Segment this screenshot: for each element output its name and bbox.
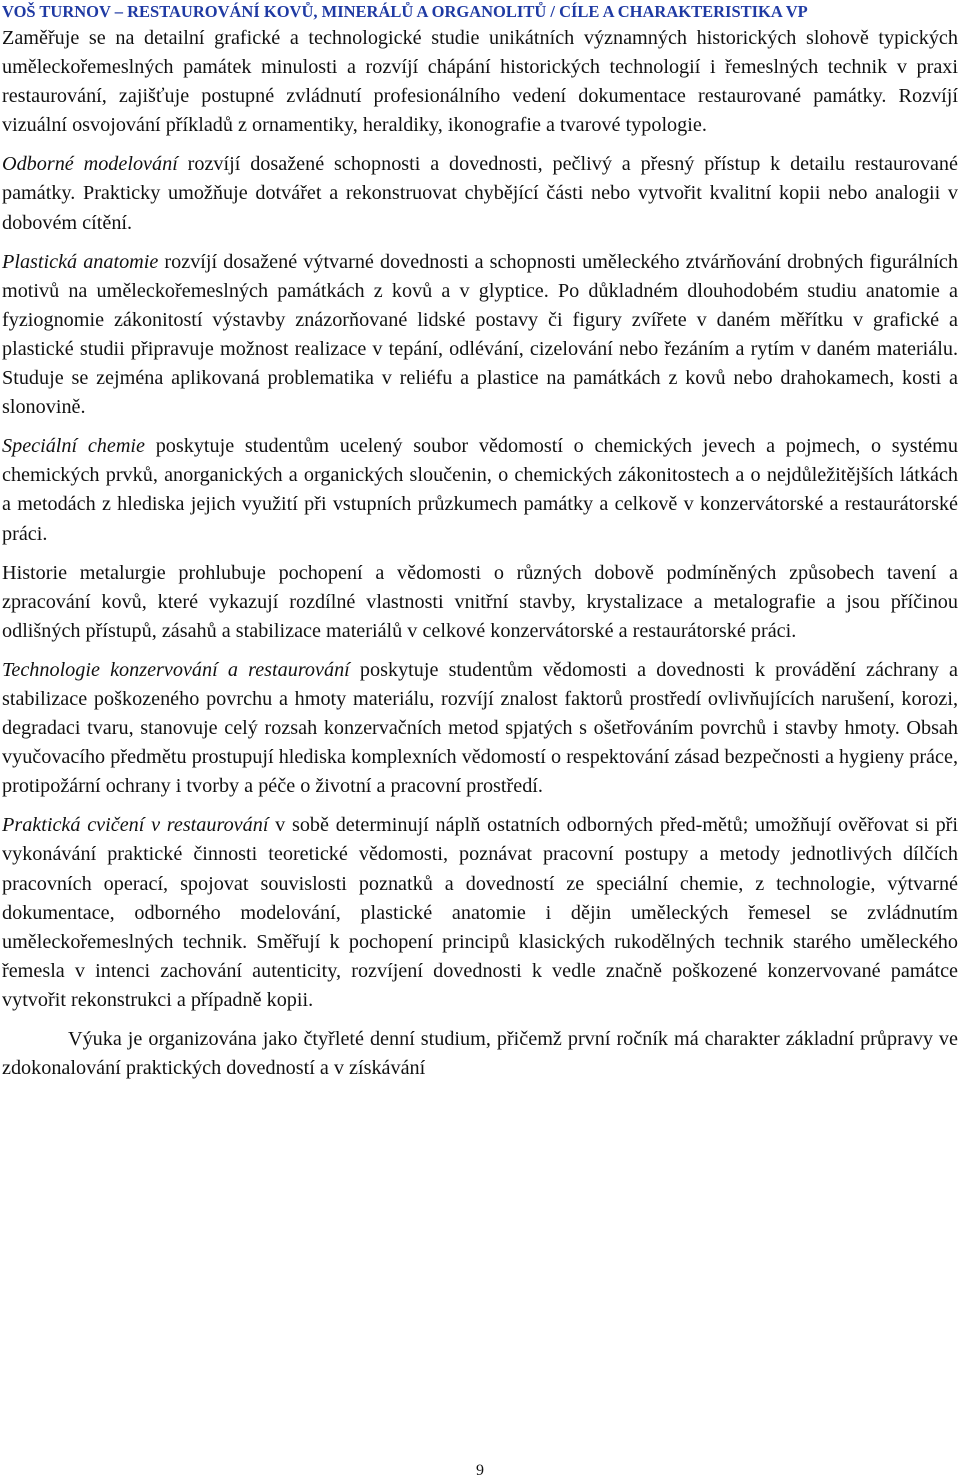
paragraph-odborne-modelovani	[2, 150, 958, 237]
paragraph-prakticka-cviceni	[2, 811, 958, 1015]
subject-name: Odborné modelování	[2, 153, 178, 176]
paragraph-text: poskytuje studentům ucelený soubor vědomostí o chemických jevech a pojmech, o systému chemických prvků, anorganických a organických sloučenin, o chemických zákonitostech a o nejdůležitějších látkách a metodách z hlediska jejich využití při vstupních průzkumech památky a celkově v konzervátorské a restaurátorské práci.	[2, 435, 958, 545]
subject-name: Praktická cvičení v restaurování	[2, 814, 269, 837]
paragraph-text: Výuka je organizována jako čtyřleté denní studium, přičemž první ročník má charakter základní průpravy ve zdokonalování praktických dovedností a v získávání	[2, 1028, 958, 1080]
paragraph-text: rozvíjí dosažené výtvarné dovednosti a schopnosti uměleckého ztvárňování drobných figurálních motivů na uměleckořemeslných památkách z kovů a v glyptice. Po důkladném dlouhodobém studiu anatomie a fyziognomie zákonitostí výstavby znázorňované lidské postavy či figury zvířete v daném měřítku v grafické a plastické studii připravuje možnost realizace v tepání, odlévání, cizelování nebo řezáním a rytím v daném materiálu. Studuje se zejména aplikovaná problematika v reliéfu a plastice na památkách z kovů nebo drahokamech, kosti a slonovině.	[2, 250, 958, 419]
paragraph-text: rozvíjí dosažené schopnosti a dovednosti, pečlivý a přesný přístup k detailu restaurované památky. Prakticky umožňuje dotvářet a rekonstruovat chybějící části nebo vytvořit kvalitní kopii nebo analogii v dobovém cítění.	[2, 153, 958, 234]
paragraph-historie-metalurgie	[2, 559, 958, 646]
subject-name: Technologie konzervování a restaurování	[2, 658, 350, 681]
paragraph-text: v sobě determinují náplň ostatních odborných před-mětů; umožňují ověřovat si při vykonávání praktické činnosti teoretické vědomosti, poznávat pracovní postupy a metody jednotlivých dílčích pracovních operací, spojovat souvislosti poznatků a dovedností ze speciální chemie, z technologie, výtvarné dokumentace, odborného modelování, plastické anatomie i dějin uměleckých řemesel se zvládnutím uměleckořemeslných technik. Směřují k pochopení principů klasických rukodělných technik starého uměleckého řemesla v intenci zachování autenticity, rozvíjení dovednosti k vedle značně poškozené konzervované památce vytvořit rekonstrukci a případně kopii.	[2, 814, 958, 1011]
paragraph-specialni-chemie	[2, 432, 958, 548]
running-header: VOŠ TURNOV – RESTAUROVÁNÍ KOVŮ, MINERÁLŮ A ORGANOLITŮ / CÍLE A CHARAKTERISTIKA VP	[2, 2, 808, 21]
document-body	[2, 24, 958, 1083]
paragraph-text: Zaměřuje se na detailní grafické a technologické studie unikátních významných historických slohově typických uměleckořemeslných památek minulosti a rozvíjí chápání historických technologií i řemeslných technik v praxi restaurování, zajišťuje postupné zvládnutí profesionálního vedení dokumentace restaurované památky. Rozvíjí vizuální osvojování příkladů z ornamentiky, heraldiky, ikonografie a tvarové typologie.	[2, 27, 958, 137]
paragraph-text: poskytuje studentům vědomosti a dovednosti k provádění záchrany a stabilizace poškozeného povrchu a hmoty materiálu, rozvíjí znalost faktorů prostředí ovlivňujících narušení, korozi, degradaci tvaru, stanovuje celý rozsah konzervačních metod spjatých s ošetřováním povrchů i stavby hmoty. Obsah vyučovacího předmětu prostupují hlediska komplexních vědomostí o respektování zásad bezpečnosti a hygieny práce, protipožární ochrany i tvorby a péče o životní a pracovní prostředí.	[2, 658, 958, 798]
paragraph-text: Historie metalurgie prohlubuje pochopení a vědomosti o různých dobově podmíněných způsobech tavení a zpracování kovů, které vykazují rozdílné vlastnosti vnitřní stavby, krystalizace a metalografie a jsou příčinou odlišných přístupů, zásahů a stabilizace materiálů v celkové konzervátorské a restaurátorské práci.	[2, 561, 958, 642]
paragraph-technologie-konzervovani	[2, 656, 958, 801]
subject-name: Plastická anatomie	[2, 250, 159, 273]
paragraph-intro	[2, 24, 958, 140]
subject-name: Speciální chemie	[2, 435, 145, 458]
paragraph-plasticka-anatomie	[2, 248, 958, 423]
page-number: 9	[476, 1462, 484, 1479]
paragraph-vyuka	[2, 1025, 958, 1083]
